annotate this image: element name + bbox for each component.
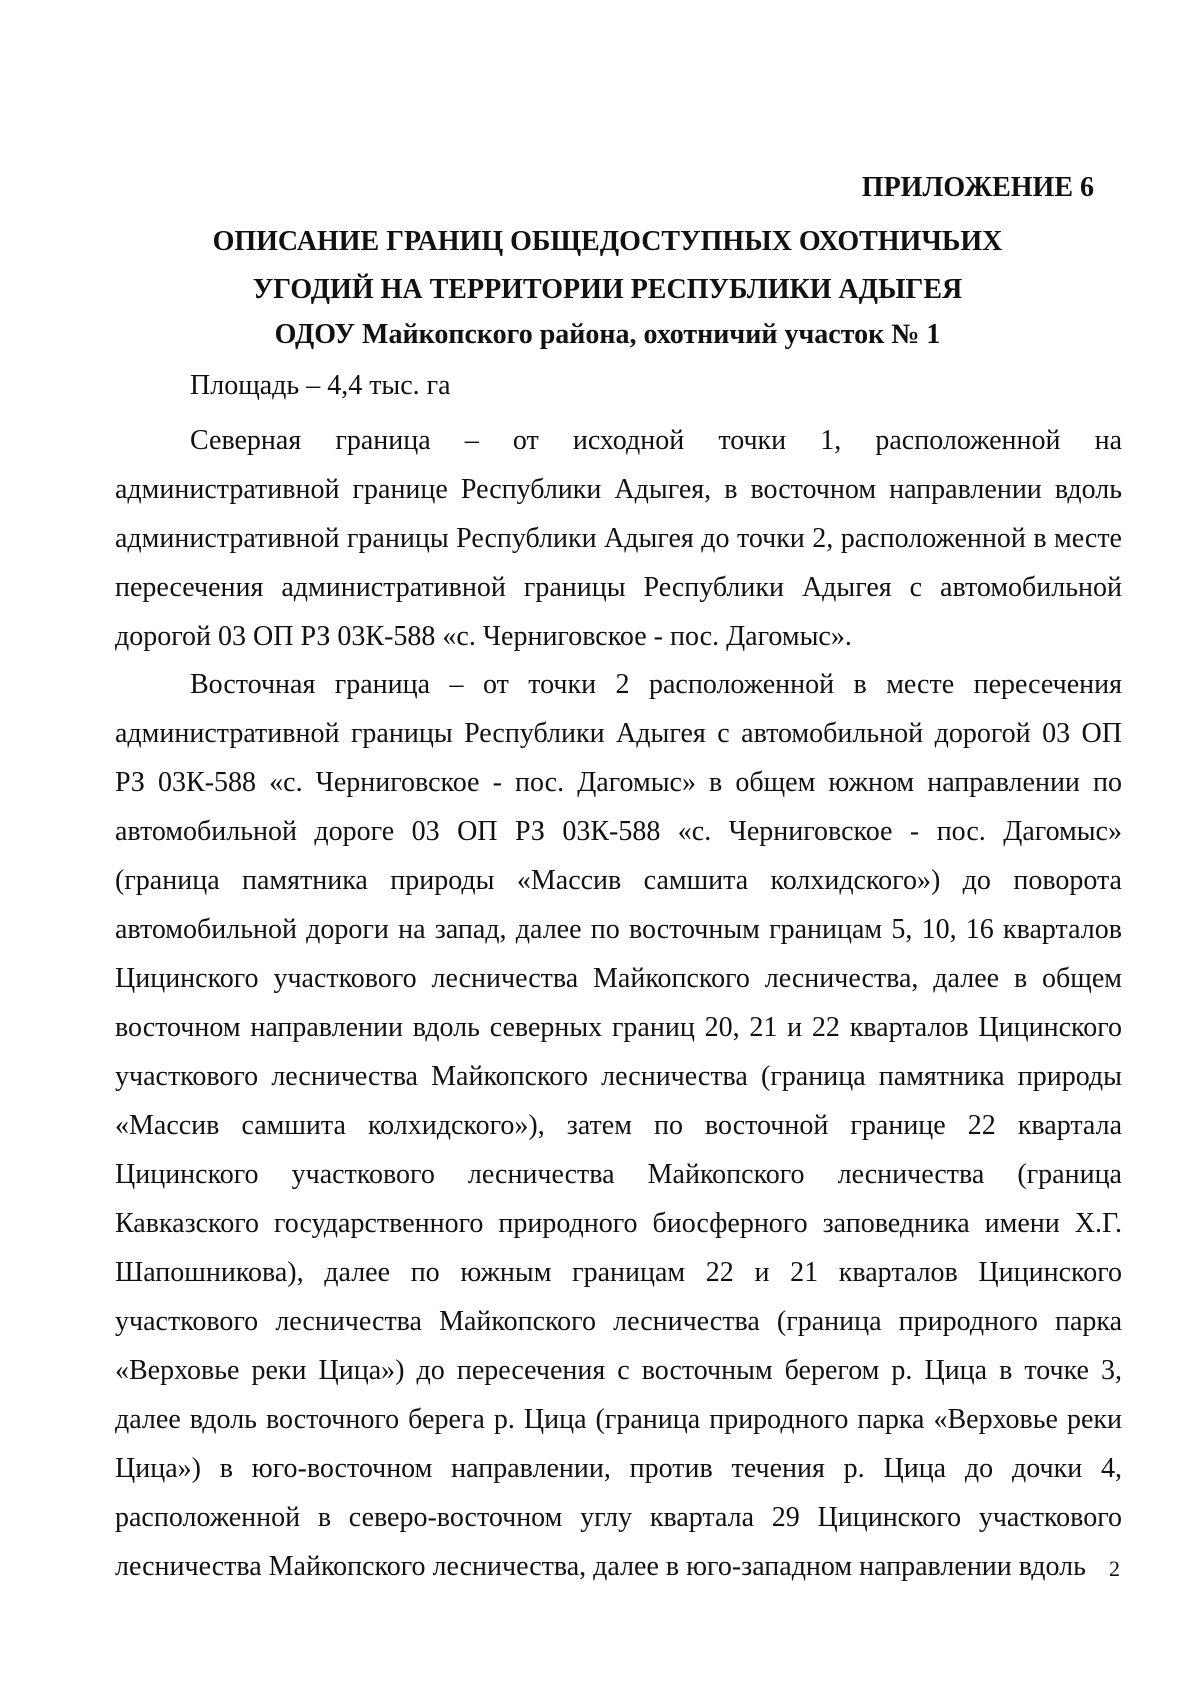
document-title [115,218,1100,314]
hunting-area-subtitle: ОДОУ Майкопского района, охотничий участок № 1 [274,319,941,350]
page-number: 2 [1109,1556,1120,1581]
north-boundary-paragraph: Северная граница – от исходной точки 1, расположенной на административной границе Республики Адыгея, в восточном направлении вдоль административной границы Республики Адыгея до точки 2, расположенной в месте пересечения административной границы Республики Адыгея с автомобильной дорогой 03 ОП РЗ 03К-588 «с. Черниговское - пос. Дагомыс». [115,425,1122,652]
east-boundary-paragraph: Восточная граница – от точки 2 расположенной в месте пересечения административной границы Республики Адыгея с автомобильной дорогой 03 ОП РЗ 03К-588 «с. Черниговское - пос. Дагомыс» в общем южном направлении по автомобильной дороге 03 ОП РЗ 03К-588 «с. Черниговское - пос. Дагомыс» (граница памятника природы «Массив самшита колхидского») до поворота автомобильной дороги на запад, далее по восточным границам 5, 10, 16 кварталов Цицинского участкового лесничества Майкопского лесничества, далее в общем восточном направлении вдоль северных границ 20, 21 и 22 кварталов Цицинского участкового лесничества Майкопского лесничества (граница памятника природы «Массив самшита колхидского»), затем по восточной границе 22 квартала Цицинского участкового лесничества Майкопского лесничества (граница Кавказского государственного природного биосферного заповедника имени Х.Г. Шапошникова), далее по южным границам 22 и 21 кварталов Цицинского участкового лесничества Майкопского лесничества (граница природного парка «Верховье реки Цица») до пересечения с восточным берегом р. Цица в точке 3, далее вдоль восточного берега р. Цица (граница природного парка «Верховье реки Цица») в юго-восточном направлении, против течения р. Цица до дочки 4, расположенной в северо-восточном углу квартала 29 Цицинского участкового лесничества Майкопского лесничества, далее в юго-западном направлении вдоль [115,669,1122,1582]
title-line-1: ОПИСАНИЕ ГРАНИЦ ОБЩЕДОСТУПНЫХ ОХОТНИЧЬИХ [212,226,1003,257]
area-statement: Площадь – 4,4 тыс. га [190,370,451,401]
title-line-2: УГОДИЙ НА ТЕРРИТОРИИ РЕСПУБЛИКИ АДЫГЕЯ [252,274,963,305]
appendix-heading: ПРИЛОЖЕНИЕ 6 [861,172,1094,203]
